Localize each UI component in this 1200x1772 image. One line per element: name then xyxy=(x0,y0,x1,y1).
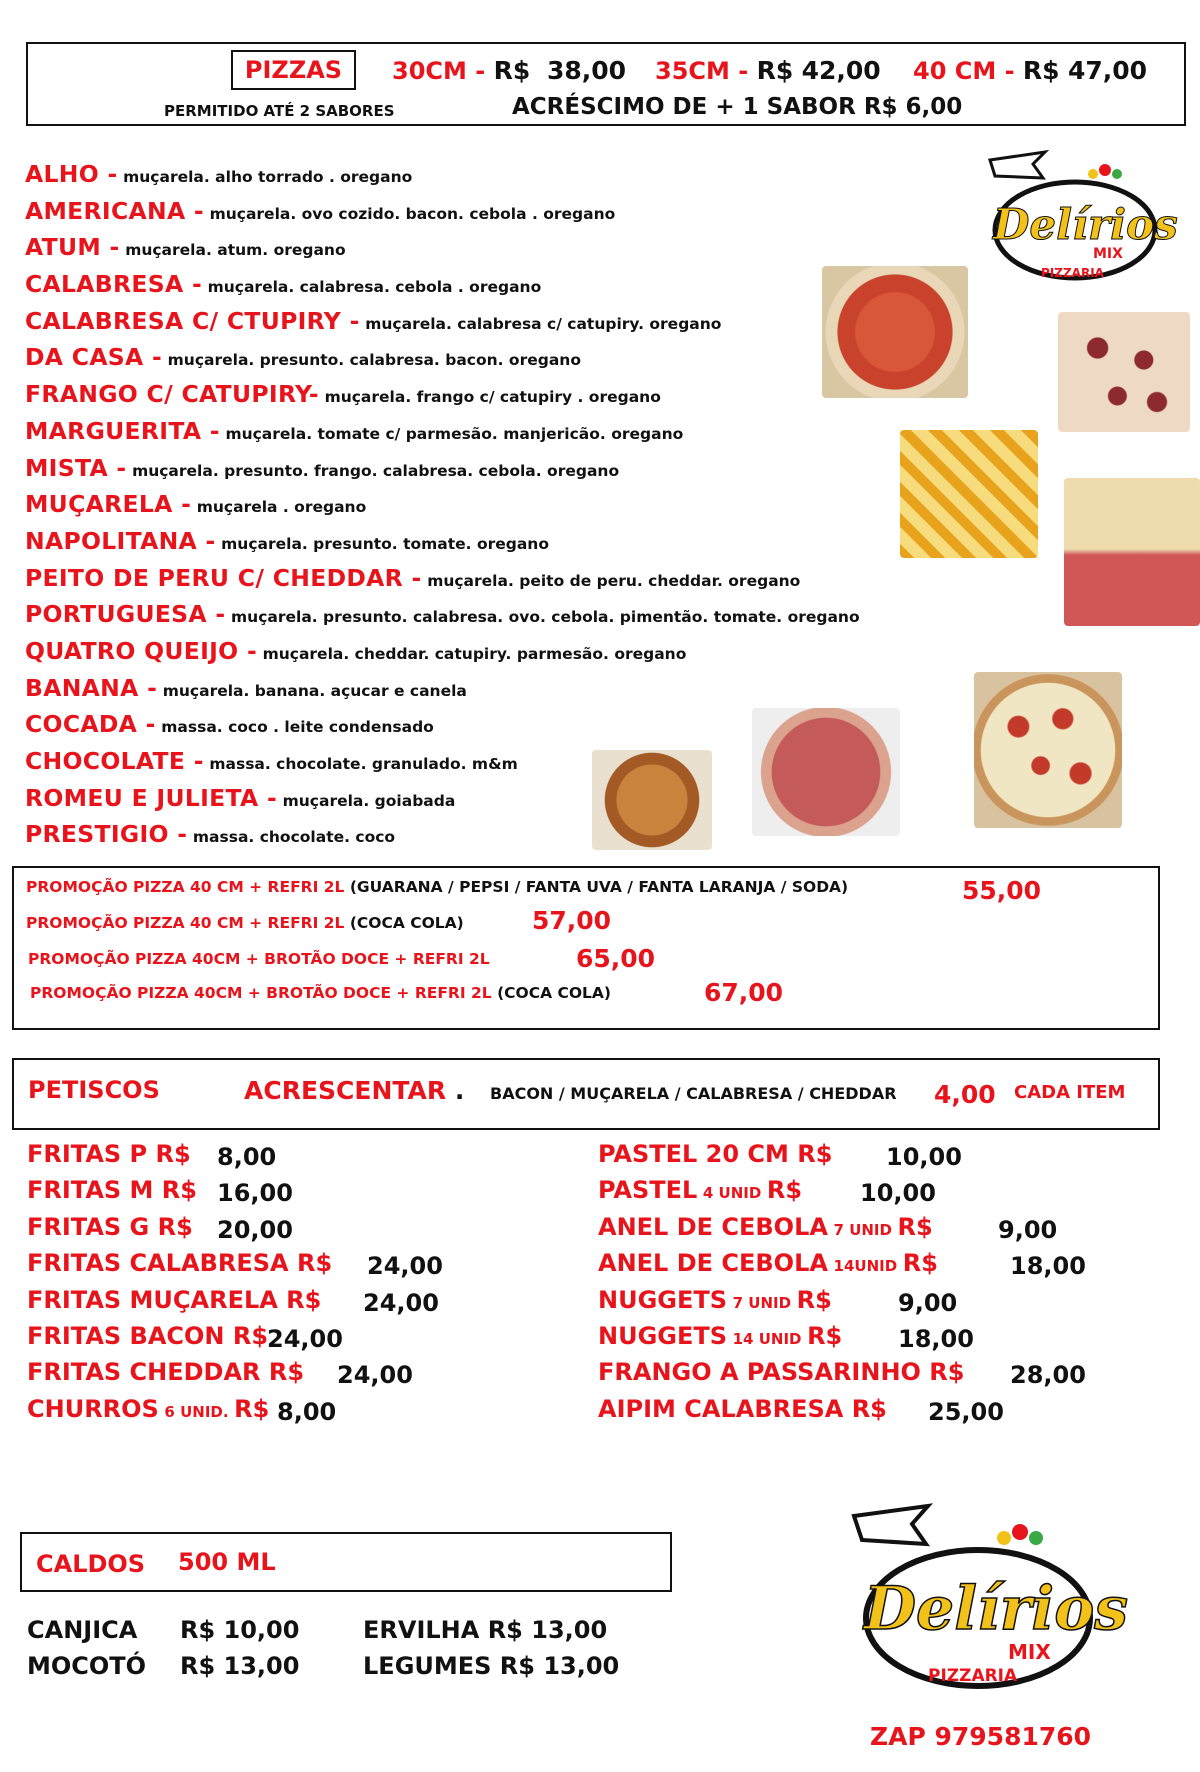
flavor-ingredients: muçarela. presunto. calabresa. ovo. cebola. pimentão. tomate. oregano xyxy=(231,608,860,627)
flavor-item xyxy=(25,486,945,523)
flavor-name: ALHO - xyxy=(25,160,118,188)
petisco-currency: R$ xyxy=(897,1212,933,1241)
flavor-item xyxy=(25,670,945,707)
petisco-price: 16,00 xyxy=(217,1179,293,1208)
petisco-name: FRITAS M R$ xyxy=(27,1176,197,1205)
flavor-ingredients: muçarela. frango c/ catupiry . oregano xyxy=(324,388,661,407)
flavor-name: ROMEU E JULIETA - xyxy=(25,783,278,812)
logo-mix: MIX xyxy=(1093,246,1123,262)
flavor-item xyxy=(25,450,945,487)
petisco-item xyxy=(27,1394,337,1426)
petisco-name: FRANGO A PASSARINHO R$ xyxy=(598,1358,965,1387)
petisco-price: 24,00 xyxy=(267,1325,343,1353)
petisco-name: FRITAS MUÇARELA R$ xyxy=(27,1285,322,1314)
flavor-name: PRESTIGIO - xyxy=(25,820,188,849)
size-price-30: 30CM - R$ 38,00 xyxy=(392,56,627,85)
flavor-ingredients: muçarela. goiabada xyxy=(282,791,456,810)
petisco-name: FRITAS CALABRESA R$ xyxy=(27,1249,333,1278)
flavor-name: BANANA - xyxy=(25,673,158,702)
flavor-name: COCADA - xyxy=(25,710,156,739)
petisco-item xyxy=(27,1322,343,1353)
petisco-price: 25,00 xyxy=(928,1397,1004,1426)
logo-brand-name: Delírios xyxy=(993,200,1178,249)
petiscos-header-box xyxy=(12,1058,1160,1130)
pizza-photo-half-half xyxy=(1064,478,1200,626)
flavor-ingredients: muçarela. calabresa c/ catupiry. oregano xyxy=(365,314,722,333)
promo-3: PROMOÇÃO PIZZA 40CM + BROTÃO DOCE + REFRI 2L 65,00 xyxy=(28,944,656,973)
flavor-limit-note: PERMITIDO ATÉ 2 SABORES xyxy=(164,102,395,120)
petisco-currency: R$ xyxy=(234,1394,270,1423)
petisco-price: 18,00 xyxy=(898,1325,974,1353)
logo-pizzaria: PIZZARIA xyxy=(928,1666,1018,1686)
petisco-price: 18,00 xyxy=(1010,1252,1086,1281)
pizza-photo-salami xyxy=(752,708,900,836)
petisco-currency: R$ xyxy=(796,1285,832,1314)
flavor-item xyxy=(25,376,945,413)
flavor-name: CALABRESA C/ CTUPIRY - xyxy=(25,306,360,335)
petisco-item xyxy=(27,1358,413,1390)
petisco-item xyxy=(598,1249,1086,1281)
flavor-name: PORTUGUESA - xyxy=(25,600,226,629)
petisco-price: 24,00 xyxy=(363,1288,439,1317)
pizzas-label: PIZZAS xyxy=(231,50,356,90)
petisco-name: CHURROS xyxy=(27,1394,159,1423)
caldos-title: CALDOS xyxy=(36,1550,146,1578)
promo-box xyxy=(12,866,1160,1030)
petisco-name: FRITAS P R$ xyxy=(27,1140,191,1168)
flavor-item xyxy=(25,633,945,670)
petisco-price: 9,00 xyxy=(898,1288,958,1317)
flavor-name: AMERICANA - xyxy=(25,196,204,225)
flavor-item xyxy=(25,303,945,340)
petisco-price: 8,00 xyxy=(277,1397,337,1426)
flavor-item xyxy=(25,560,945,597)
petisco-name: FRITAS BACON R$ xyxy=(27,1322,269,1350)
petisco-price: 24,00 xyxy=(337,1361,413,1390)
caldo-mocoto: MOCOTÓ R$ 13,00 xyxy=(27,1652,300,1680)
petisco-item xyxy=(598,1140,962,1171)
petisco-price: 10,00 xyxy=(860,1179,936,1208)
flavor-item xyxy=(25,193,945,230)
petisco-currency: R$ xyxy=(807,1322,843,1350)
petisco-unit: 7 UNID xyxy=(732,1293,792,1312)
flavor-ingredients: muçarela. cheddar. catupiry. parmesão. oregano xyxy=(262,644,687,663)
flavor-ingredients: massa. coco . leite condensado xyxy=(161,718,434,737)
add-ons-price: 4,00 xyxy=(934,1080,996,1109)
flavor-ingredients: muçarela. banana. açucar e canela xyxy=(162,681,467,700)
petisco-unit: 7 UNID xyxy=(833,1220,892,1239)
petisco-name: ANEL DE CEBOLA xyxy=(598,1249,828,1278)
promo-1: PROMOÇÃO PIZZA 40 CM + REFRI 2L (GUARANA / PEPSI / FANTA UVA / FANTA LARANJA / SODA) 55,00 xyxy=(26,876,1042,905)
flavor-item xyxy=(25,266,945,303)
flavor-item xyxy=(25,156,945,193)
header-box xyxy=(26,42,1186,126)
caldo-legumes: LEGUMES R$ 13,00 xyxy=(363,1652,620,1680)
pizza-photo-sweet xyxy=(592,750,712,850)
petiscos-title: PETISCOS xyxy=(28,1076,160,1104)
flavor-name: CHOCOLATE - xyxy=(25,747,204,775)
petisco-item xyxy=(27,1176,293,1208)
caldo-canjica: CANJICA R$ 10,00 xyxy=(27,1616,300,1644)
promo-4: PROMOÇÃO PIZZA 40CM + BROTÃO DOCE + REFRI 2L (COCA COLA) 67,00 xyxy=(30,978,784,1007)
extra-flavor-note: ACRÉSCIMO DE + 1 SABOR R$ 6,00 xyxy=(512,94,963,120)
petisco-currency: R$ xyxy=(902,1249,938,1278)
petisco-name: PASTEL xyxy=(598,1176,698,1205)
petisco-item xyxy=(27,1212,293,1244)
flavor-name: CALABRESA - xyxy=(25,270,203,299)
petisco-name: FRITAS G R$ xyxy=(27,1212,193,1241)
petisco-unit: 4 UNID xyxy=(702,1184,762,1203)
petisco-item xyxy=(598,1322,974,1353)
flavor-ingredients: muçarela. presunto. calabresa. bacon. oregano xyxy=(167,351,581,370)
petisco-item xyxy=(598,1285,958,1317)
flavor-ingredients: muçarela. presunto. tomate. oregano xyxy=(221,534,549,553)
brand-logo-bottom xyxy=(848,1502,1128,1700)
flavor-name: ATUM - xyxy=(25,233,120,262)
flavor-item xyxy=(25,596,945,633)
size-price-35: 35CM - R$ 42,00 xyxy=(655,56,881,85)
petisco-name: NUGGETS xyxy=(598,1322,728,1350)
petisco-price: 24,00 xyxy=(367,1252,443,1281)
flavor-ingredients: muçarela. calabresa. cebola . oregano xyxy=(207,278,542,297)
add-ons-items: BACON / MUÇARELA / CALABRESA / CHEDDAR xyxy=(490,1084,897,1103)
pizza-photo-pepperoni xyxy=(1058,312,1190,432)
petisco-name: AIPIM CALABRESA R$ xyxy=(598,1394,887,1423)
caldos-header-box xyxy=(20,1532,672,1592)
flavor-name: PEITO DE PERU C/ CHEDDAR - xyxy=(25,563,422,592)
flavor-ingredients: massa. chocolate. granulado. m&m xyxy=(209,755,518,773)
flavor-ingredients: massa. chocolate. coco xyxy=(192,828,396,847)
petisco-name: PASTEL 20 CM R$ xyxy=(598,1140,833,1168)
petisco-item xyxy=(598,1358,1086,1390)
flavor-item xyxy=(25,229,945,266)
petisco-item xyxy=(598,1176,936,1208)
petisco-name: FRITAS CHEDDAR R$ xyxy=(27,1358,305,1387)
petisco-item xyxy=(27,1140,277,1171)
flavor-ingredients: muçarela . oregano xyxy=(196,498,367,517)
petisco-item xyxy=(598,1394,1004,1426)
flavor-name: QUATRO QUEIJO - xyxy=(25,636,257,665)
petisco-name: NUGGETS xyxy=(598,1285,728,1314)
flavor-name: DA CASA - xyxy=(25,343,163,372)
add-ons-label: ACRESCENTAR . xyxy=(244,1076,465,1105)
flavor-name: MARGUERITA - xyxy=(25,416,220,445)
petisco-price: 10,00 xyxy=(886,1143,962,1171)
petisco-unit: 6 UNID. xyxy=(164,1402,229,1421)
petisco-currency: R$ xyxy=(766,1176,803,1205)
flavor-name: MISTA - xyxy=(25,453,127,482)
flavor-name: MUÇARELA - xyxy=(25,490,192,519)
caldos-size: 500 ML xyxy=(178,1548,276,1576)
logo-pizzaria: PIZZARIA xyxy=(1041,266,1104,280)
contact-whatsapp: ZAP 979581760 xyxy=(870,1722,1092,1751)
flavor-item xyxy=(25,339,945,376)
flavor-ingredients: muçarela. tomate c/ parmesão. manjericão. oregano xyxy=(225,424,684,443)
petisco-item xyxy=(27,1249,443,1281)
pizza-photo-marguerita xyxy=(974,672,1122,828)
petisco-unit: 14 UNID xyxy=(732,1330,802,1348)
brand-logo-top xyxy=(985,148,1178,290)
logo-mix: MIX xyxy=(1008,1640,1051,1664)
flavor-ingredients: muçarela. peito de peru. cheddar. oregano xyxy=(427,571,801,590)
size-price-40: 40 CM - R$ 47,00 xyxy=(913,56,1148,85)
logo-brand-name: Delírios xyxy=(864,1574,1128,1644)
petisco-name: ANEL DE CEBOLA xyxy=(598,1212,828,1241)
petisco-unit: 14UNID xyxy=(833,1257,898,1276)
petisco-price: 8,00 xyxy=(217,1143,277,1171)
flavor-ingredients: muçarela. alho torrado . oregano xyxy=(123,168,413,186)
petisco-price: 28,00 xyxy=(1010,1361,1086,1390)
pizza-photo-cheddar xyxy=(900,430,1038,558)
flavor-ingredients: muçarela. presunto. frango. calabresa. cebola. oregano xyxy=(132,461,620,480)
flavor-name: FRANGO C/ CATUPIRY- xyxy=(25,380,319,409)
flavor-item xyxy=(25,523,945,560)
petisco-price: 9,00 xyxy=(998,1215,1058,1244)
petisco-price: 20,00 xyxy=(217,1215,293,1244)
add-ons-each: CADA ITEM xyxy=(1014,1082,1126,1103)
flavor-item xyxy=(25,413,945,450)
petisco-item xyxy=(598,1212,1058,1244)
promo-2: PROMOÇÃO PIZZA 40 CM + REFRI 2L (COCA COLA) 57,00 xyxy=(26,906,612,935)
flavor-ingredients: muçarela. ovo cozido. bacon. cebola . oregano xyxy=(209,204,616,223)
flavor-name: NAPOLITANA - xyxy=(25,526,216,555)
petisco-item xyxy=(27,1285,439,1317)
flavor-ingredients: muçarela. atum. oregano xyxy=(125,241,346,260)
caldo-ervilha: ERVILHA R$ 13,00 xyxy=(363,1616,608,1644)
pizza-photo-calabresa xyxy=(822,266,968,398)
